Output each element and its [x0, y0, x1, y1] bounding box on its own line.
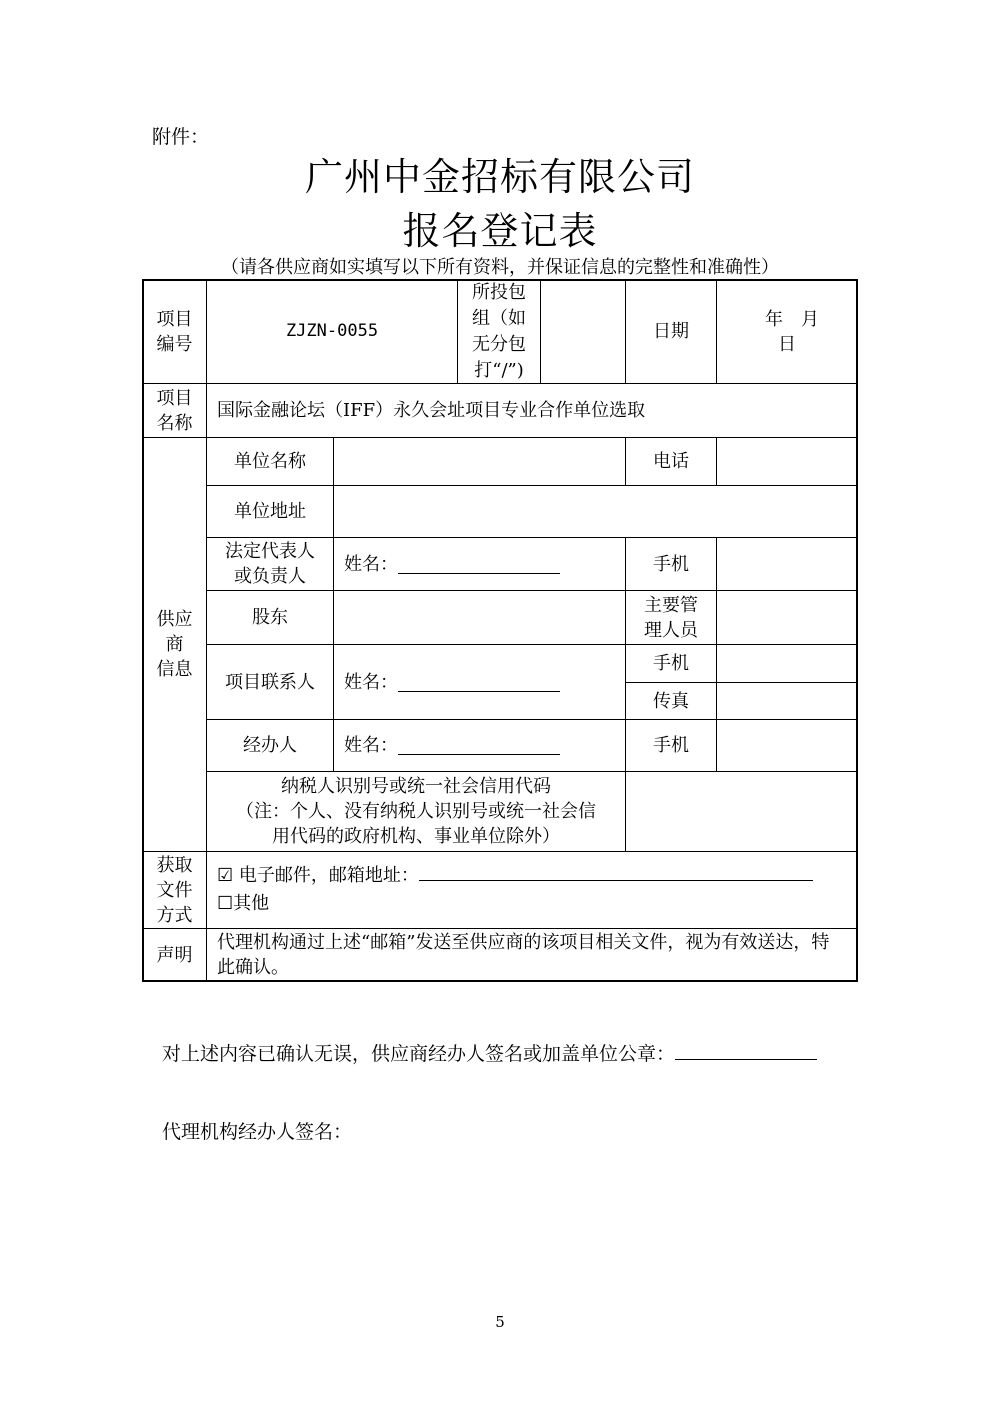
handler-mobile-field[interactable] — [716, 719, 858, 772]
handler-name-field[interactable] — [333, 719, 626, 772]
supplier-info-label-line: 商 — [165, 634, 184, 655]
name-underline — [398, 736, 560, 755]
page-number: 5 — [495, 1313, 505, 1331]
manager-label-line: 主要管 — [644, 594, 698, 616]
tax-id-label-line: 纳税人识别号或统一社会信用代码 — [281, 776, 551, 797]
handler-mobile-label: 手机 — [625, 719, 717, 772]
form-title: 报名登记表 — [402, 209, 598, 253]
tax-id-note-line: 用代码的政府机构、事业单位除外） — [272, 826, 560, 847]
phone-label: 电话 — [625, 437, 717, 486]
handler-label: 经办人 — [206, 719, 334, 772]
project-no-value[interactable]: ZJZN-0055 — [206, 279, 458, 384]
legal-rep-label-line: 法定代表人 — [225, 541, 315, 562]
project-no-label-line: 编号 — [156, 333, 193, 355]
package-value[interactable] — [540, 279, 626, 384]
name-prefix: 姓名： — [344, 553, 398, 575]
company-name-label: 单位名称 — [206, 437, 334, 486]
project-no-label — [142, 279, 207, 384]
company-title: 广州中金招标有限公司 — [304, 155, 695, 199]
shareholder-field[interactable] — [333, 590, 626, 645]
phone-field[interactable] — [716, 437, 858, 486]
project-name-label — [142, 383, 207, 438]
obtain-method-label-line: 获取 — [156, 854, 193, 876]
contact-name-field[interactable] — [333, 644, 626, 720]
supplier-info-label-line: 信息 — [156, 659, 193, 680]
attachment-label: 附件： — [152, 126, 210, 148]
instruction-note: （请各供应商如实填写以下所有资料，并保证信息的完整性和准确性） — [221, 257, 779, 278]
contact-mobile-label: 手机 — [625, 644, 717, 683]
tax-id-label — [206, 771, 626, 852]
confirm-row — [162, 1039, 817, 1066]
date-value[interactable] — [716, 279, 858, 384]
contact-label: 项目联系人 — [206, 644, 334, 720]
agent-sign-text: 代理机构经办人签名： — [162, 1121, 353, 1143]
obtain-method-label-line: 方式 — [156, 904, 193, 926]
tax-id-note-line: （注：个人、没有纳税人识别号或统一社会信 — [236, 801, 596, 822]
obtain-method-label-line: 文件 — [156, 879, 193, 901]
manager-field[interactable] — [716, 590, 858, 645]
address-field[interactable] — [333, 485, 858, 538]
email-option-label[interactable]: ☑ 电子邮件，邮箱地址： — [217, 865, 419, 886]
email-option-row[interactable] — [217, 862, 813, 890]
statement-text: 代理机构通过上述“邮箱”发送至供应商的该项目相关文件，视为有效送达，特此确认。 — [206, 928, 858, 982]
confirm-signature-line[interactable] — [675, 1041, 817, 1060]
company-name-field[interactable] — [333, 437, 626, 486]
name-underline — [398, 673, 560, 692]
package-label — [457, 279, 541, 384]
confirm-text: 对上述内容已确认无误，供应商经办人签名或加盖单位公章： — [162, 1043, 676, 1065]
date-label: 日期 — [625, 279, 717, 384]
package-label-line: 所投包 — [472, 281, 526, 303]
package-label-line: 打“/”) — [474, 359, 524, 381]
legal-rep-label — [206, 537, 334, 591]
project-name-value[interactable]: 国际金融论坛（IFF）永久会址项目专业合作单位选取 — [206, 383, 858, 438]
package-label-line: 无分包 — [472, 333, 526, 355]
other-option-row[interactable] — [217, 890, 813, 918]
contact-mobile-field[interactable] — [716, 644, 858, 683]
manager-label-line: 理人员 — [644, 619, 698, 641]
supplier-info-label — [142, 437, 207, 852]
project-no-label-line: 项目 — [156, 308, 193, 330]
manager-label — [625, 590, 717, 645]
address-label: 单位地址 — [206, 485, 334, 538]
legal-rep-mobile-label: 手机 — [625, 537, 717, 591]
obtain-method-label — [142, 851, 207, 929]
legal-rep-mobile-field[interactable] — [716, 537, 858, 591]
name-underline — [398, 555, 560, 574]
other-option-label[interactable]: ☐其他 — [217, 893, 270, 914]
fax-field[interactable] — [716, 682, 858, 720]
legal-rep-name-field[interactable] — [333, 537, 626, 591]
project-name-label-line: 项目 — [156, 387, 193, 409]
statement-label: 声明 — [142, 928, 207, 982]
name-prefix: 姓名： — [344, 671, 398, 693]
date-year-month: 年 月 — [765, 308, 819, 330]
fax-label: 传真 — [625, 682, 717, 720]
date-day: 日 — [778, 333, 796, 355]
package-label-line: 组（如 — [472, 307, 526, 329]
name-prefix: 姓名： — [344, 735, 398, 756]
supplier-info-label-line: 供应 — [156, 609, 193, 630]
legal-rep-label-line: 或负责人 — [234, 566, 306, 587]
project-name-label-line: 名称 — [156, 412, 193, 434]
shareholder-label: 股东 — [206, 590, 334, 645]
email-address-underline[interactable] — [419, 862, 813, 881]
obtain-method-options — [206, 851, 858, 929]
tax-id-field[interactable] — [625, 771, 858, 852]
